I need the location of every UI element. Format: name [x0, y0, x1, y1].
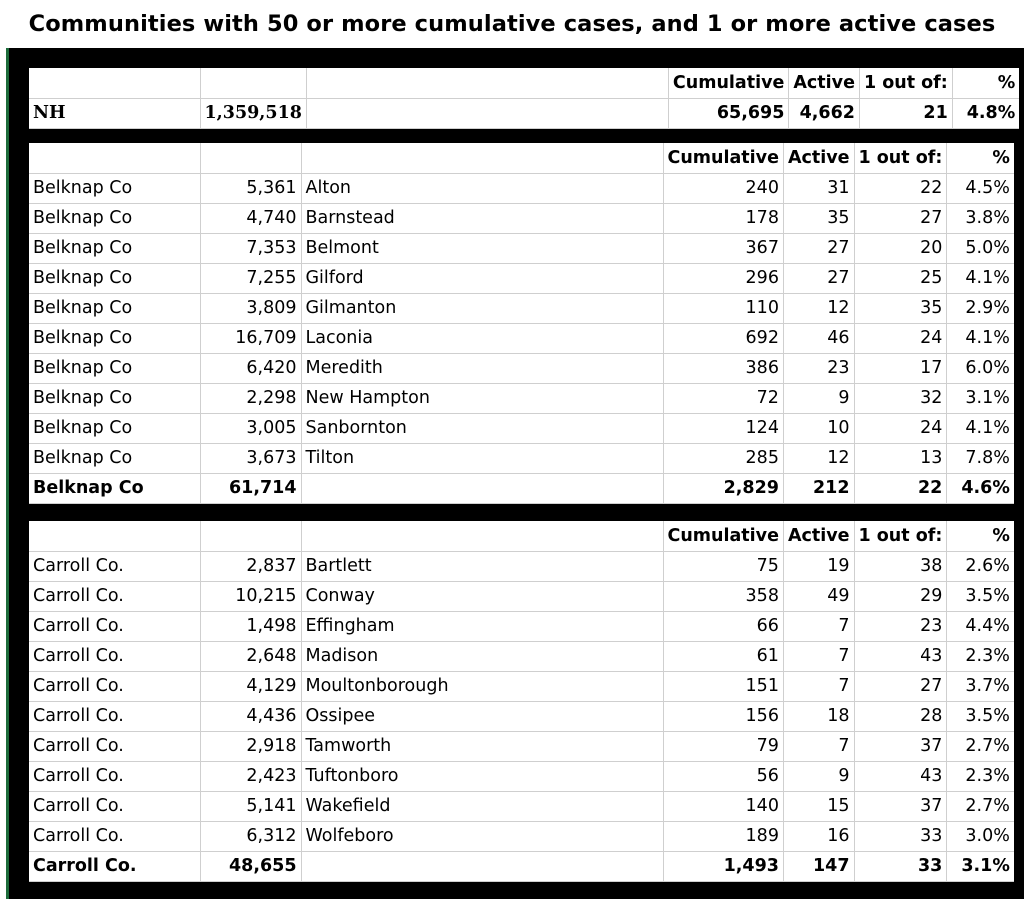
table-row	[29, 581, 1014, 611]
one-out-of-cell: 33	[854, 821, 947, 851]
percent-cell: 2.7%	[947, 731, 1014, 761]
percent-cell: 2.9%	[947, 293, 1014, 323]
population-cell: 7,255	[200, 263, 301, 293]
header-percent: %	[952, 68, 1019, 98]
town-cell: Ossipee	[301, 701, 663, 731]
header-blank-town	[306, 68, 668, 98]
county-cell: Belknap Co	[29, 173, 200, 203]
percent-cell: 3.7%	[947, 671, 1014, 701]
header-active: Active	[783, 521, 854, 551]
percent-cell: 2.6%	[947, 551, 1014, 581]
one-out-of-cell: 37	[854, 791, 947, 821]
active-cell: 16	[783, 821, 854, 851]
percent-cell: 3.5%	[947, 581, 1014, 611]
active-cell: 18	[783, 701, 854, 731]
town-cell: Alton	[301, 173, 663, 203]
carroll-header-row	[29, 521, 1014, 551]
county-cell: Carroll Co.	[29, 821, 200, 851]
county-cell: Carroll Co.	[29, 761, 200, 791]
header-blank-population	[200, 521, 301, 551]
cumulative-cell: 110	[663, 293, 783, 323]
town-cell: Effingham	[301, 611, 663, 641]
table-frame	[6, 48, 1024, 899]
county-cell: Carroll Co.	[29, 731, 200, 761]
population-cell: 6,420	[200, 353, 301, 383]
header-blank-town	[301, 143, 663, 173]
active-cell: 9	[783, 761, 854, 791]
county-cell: Carroll Co.	[29, 791, 200, 821]
header-cumulative: Cumulative	[663, 521, 783, 551]
town-cell: Madison	[301, 641, 663, 671]
cumulative-cell: 692	[663, 323, 783, 353]
active-cell: 147	[783, 851, 854, 881]
cumulative-cell: 189	[663, 821, 783, 851]
table-row	[29, 323, 1014, 353]
town-cell: Meredith	[301, 353, 663, 383]
cumulative-cell: 56	[663, 761, 783, 791]
cumulative-cell: 358	[663, 581, 783, 611]
town-cell: Wolfeboro	[301, 821, 663, 851]
town-cell: Gilmanton	[301, 293, 663, 323]
cumulative-cell: 72	[663, 383, 783, 413]
percent-cell: 3.0%	[947, 821, 1014, 851]
town-cell: New Hampton	[301, 383, 663, 413]
page-title: Communities with 50 or more cumulative cases, and 1 or more active cases	[28, 11, 996, 37]
belknap-table	[29, 143, 1014, 504]
active-cell: 46	[783, 323, 854, 353]
active-cell: 23	[783, 353, 854, 383]
one-out-of-cell: 25	[854, 263, 947, 293]
active-cell: 7	[783, 611, 854, 641]
one-out-of-cell: 32	[854, 383, 947, 413]
one-out-of-cell: 13	[854, 443, 947, 473]
percent-cell: 4.1%	[947, 323, 1014, 353]
town-cell: Tilton	[301, 443, 663, 473]
town-cell: Laconia	[301, 323, 663, 353]
population-cell: 48,655	[200, 851, 301, 881]
one-out-of-cell: 22	[854, 473, 947, 503]
county-cell: Belknap Co	[29, 353, 200, 383]
county-cell: Carroll Co.	[29, 851, 200, 881]
active-cell: 10	[783, 413, 854, 443]
one-out-of-cell: 33	[854, 851, 947, 881]
cumulative-cell: 240	[663, 173, 783, 203]
county-cell: Carroll Co.	[29, 671, 200, 701]
town-cell: Barnstead	[301, 203, 663, 233]
population-cell: 2,298	[200, 383, 301, 413]
table-row	[29, 233, 1014, 263]
table-row	[29, 671, 1014, 701]
percent-cell: 3.8%	[947, 203, 1014, 233]
active-cell: 9	[783, 383, 854, 413]
active-cell: 212	[783, 473, 854, 503]
population-cell: 3,673	[200, 443, 301, 473]
cumulative-cell: 75	[663, 551, 783, 581]
town-cell	[301, 851, 663, 881]
percent-cell: 2.3%	[947, 641, 1014, 671]
header-percent: %	[947, 521, 1014, 551]
population-cell: 2,423	[200, 761, 301, 791]
nh-town-blank	[306, 98, 668, 128]
county-cell: Carroll Co.	[29, 551, 200, 581]
town-cell: Gilford	[301, 263, 663, 293]
population-cell: 61,714	[200, 473, 301, 503]
population-cell: 6,312	[200, 821, 301, 851]
header-one-out-of: 1 out of:	[854, 521, 947, 551]
population-cell: 1,498	[200, 611, 301, 641]
header-active: Active	[783, 143, 854, 173]
one-out-of-cell: 20	[854, 233, 947, 263]
town-cell: Moultonborough	[301, 671, 663, 701]
one-out-of-cell: 23	[854, 611, 947, 641]
cumulative-cell: 386	[663, 353, 783, 383]
county-cell: Belknap Co	[29, 203, 200, 233]
cumulative-cell: 367	[663, 233, 783, 263]
cumulative-cell: 2,829	[663, 473, 783, 503]
town-cell: Conway	[301, 581, 663, 611]
active-cell: 27	[783, 263, 854, 293]
cumulative-cell: 1,493	[663, 851, 783, 881]
active-cell: 7	[783, 671, 854, 701]
table-row	[29, 611, 1014, 641]
one-out-of-cell: 22	[854, 173, 947, 203]
table-row	[29, 173, 1014, 203]
cumulative-cell: 151	[663, 671, 783, 701]
population-cell: 2,837	[200, 551, 301, 581]
percent-cell: 4.4%	[947, 611, 1014, 641]
belknap-header-row	[29, 143, 1014, 173]
town-cell	[301, 473, 663, 503]
cumulative-cell: 140	[663, 791, 783, 821]
header-one-out-of: 1 out of:	[854, 143, 947, 173]
county-cell: Carroll Co.	[29, 701, 200, 731]
percent-cell: 2.7%	[947, 791, 1014, 821]
header-blank-town	[301, 521, 663, 551]
one-out-of-cell: 43	[854, 641, 947, 671]
town-cell: Tamworth	[301, 731, 663, 761]
active-cell: 12	[783, 443, 854, 473]
percent-cell: 6.0%	[947, 353, 1014, 383]
nh-population: 1,359,518	[200, 98, 306, 128]
county-cell: Carroll Co.	[29, 611, 200, 641]
percent-cell: 4.1%	[947, 263, 1014, 293]
percent-cell: 3.1%	[947, 383, 1014, 413]
one-out-of-cell: 24	[854, 323, 947, 353]
population-cell: 4,436	[200, 701, 301, 731]
table-row	[29, 263, 1014, 293]
table-row	[29, 443, 1014, 473]
percent-cell: 3.1%	[947, 851, 1014, 881]
town-cell: Belmont	[301, 233, 663, 263]
population-cell: 4,129	[200, 671, 301, 701]
percent-cell: 3.5%	[947, 701, 1014, 731]
header-blank-population	[200, 143, 301, 173]
nh-one-out-of: 21	[859, 98, 952, 128]
county-total-row	[29, 851, 1014, 881]
population-cell: 7,353	[200, 233, 301, 263]
active-cell: 35	[783, 203, 854, 233]
county-cell: Belknap Co	[29, 323, 200, 353]
one-out-of-cell: 29	[854, 581, 947, 611]
nh-table	[29, 68, 1019, 129]
county-cell: Belknap Co	[29, 293, 200, 323]
population-cell: 4,740	[200, 203, 301, 233]
header-blank-county	[29, 68, 200, 98]
table-row	[29, 761, 1014, 791]
table-row	[29, 293, 1014, 323]
percent-cell: 4.5%	[947, 173, 1014, 203]
population-cell: 3,005	[200, 413, 301, 443]
table-row	[29, 731, 1014, 761]
nh-active: 4,662	[789, 98, 860, 128]
table-row	[29, 791, 1014, 821]
population-cell: 2,918	[200, 731, 301, 761]
nh-header-row	[29, 68, 1019, 98]
active-cell: 27	[783, 233, 854, 263]
active-cell: 12	[783, 293, 854, 323]
one-out-of-cell: 37	[854, 731, 947, 761]
active-cell: 49	[783, 581, 854, 611]
cumulative-cell: 285	[663, 443, 783, 473]
table-row	[29, 821, 1014, 851]
population-cell: 3,809	[200, 293, 301, 323]
nh-cumulative: 65,695	[668, 98, 788, 128]
population-cell: 2,648	[200, 641, 301, 671]
nh-percent: 4.8%	[952, 98, 1019, 128]
table-row	[29, 353, 1014, 383]
header-blank-county	[29, 143, 200, 173]
county-cell: Belknap Co	[29, 443, 200, 473]
cumulative-cell: 156	[663, 701, 783, 731]
cumulative-cell: 124	[663, 413, 783, 443]
cumulative-cell: 79	[663, 731, 783, 761]
header-blank-county	[29, 521, 200, 551]
header-blank-population	[200, 68, 306, 98]
table-row	[29, 413, 1014, 443]
table-row	[29, 383, 1014, 413]
county-cell: Belknap Co	[29, 473, 200, 503]
one-out-of-cell: 35	[854, 293, 947, 323]
town-cell: Tuftonboro	[301, 761, 663, 791]
active-cell: 7	[783, 731, 854, 761]
header-active: Active	[789, 68, 860, 98]
percent-cell: 2.3%	[947, 761, 1014, 791]
county-total-row	[29, 473, 1014, 503]
active-cell: 15	[783, 791, 854, 821]
one-out-of-cell: 24	[854, 413, 947, 443]
population-cell: 5,361	[200, 173, 301, 203]
active-cell: 7	[783, 641, 854, 671]
cumulative-cell: 178	[663, 203, 783, 233]
town-cell: Wakefield	[301, 791, 663, 821]
one-out-of-cell: 17	[854, 353, 947, 383]
cumulative-cell: 61	[663, 641, 783, 671]
nh-row	[29, 98, 1019, 128]
table-row	[29, 551, 1014, 581]
percent-cell: 7.8%	[947, 443, 1014, 473]
nh-name: NH	[29, 98, 200, 128]
table-row	[29, 641, 1014, 671]
county-cell: Belknap Co	[29, 263, 200, 293]
town-cell: Bartlett	[301, 551, 663, 581]
active-cell: 19	[783, 551, 854, 581]
one-out-of-cell: 38	[854, 551, 947, 581]
percent-cell: 4.1%	[947, 413, 1014, 443]
county-cell: Belknap Co	[29, 413, 200, 443]
percent-cell: 5.0%	[947, 233, 1014, 263]
cumulative-cell: 66	[663, 611, 783, 641]
active-cell: 31	[783, 173, 854, 203]
table-row	[29, 203, 1014, 233]
header-cumulative: Cumulative	[663, 143, 783, 173]
population-cell: 10,215	[200, 581, 301, 611]
county-cell: Carroll Co.	[29, 581, 200, 611]
one-out-of-cell: 43	[854, 761, 947, 791]
header-cumulative: Cumulative	[668, 68, 788, 98]
carroll-table	[29, 521, 1014, 882]
town-cell: Sanbornton	[301, 413, 663, 443]
one-out-of-cell: 27	[854, 671, 947, 701]
population-cell: 5,141	[200, 791, 301, 821]
county-cell: Carroll Co.	[29, 641, 200, 671]
one-out-of-cell: 27	[854, 203, 947, 233]
header-percent: %	[947, 143, 1014, 173]
population-cell: 16,709	[200, 323, 301, 353]
percent-cell: 4.6%	[947, 473, 1014, 503]
header-one-out-of: 1 out of:	[859, 68, 952, 98]
county-cell: Belknap Co	[29, 383, 200, 413]
table-row	[29, 701, 1014, 731]
county-cell: Belknap Co	[29, 233, 200, 263]
cumulative-cell: 296	[663, 263, 783, 293]
one-out-of-cell: 28	[854, 701, 947, 731]
